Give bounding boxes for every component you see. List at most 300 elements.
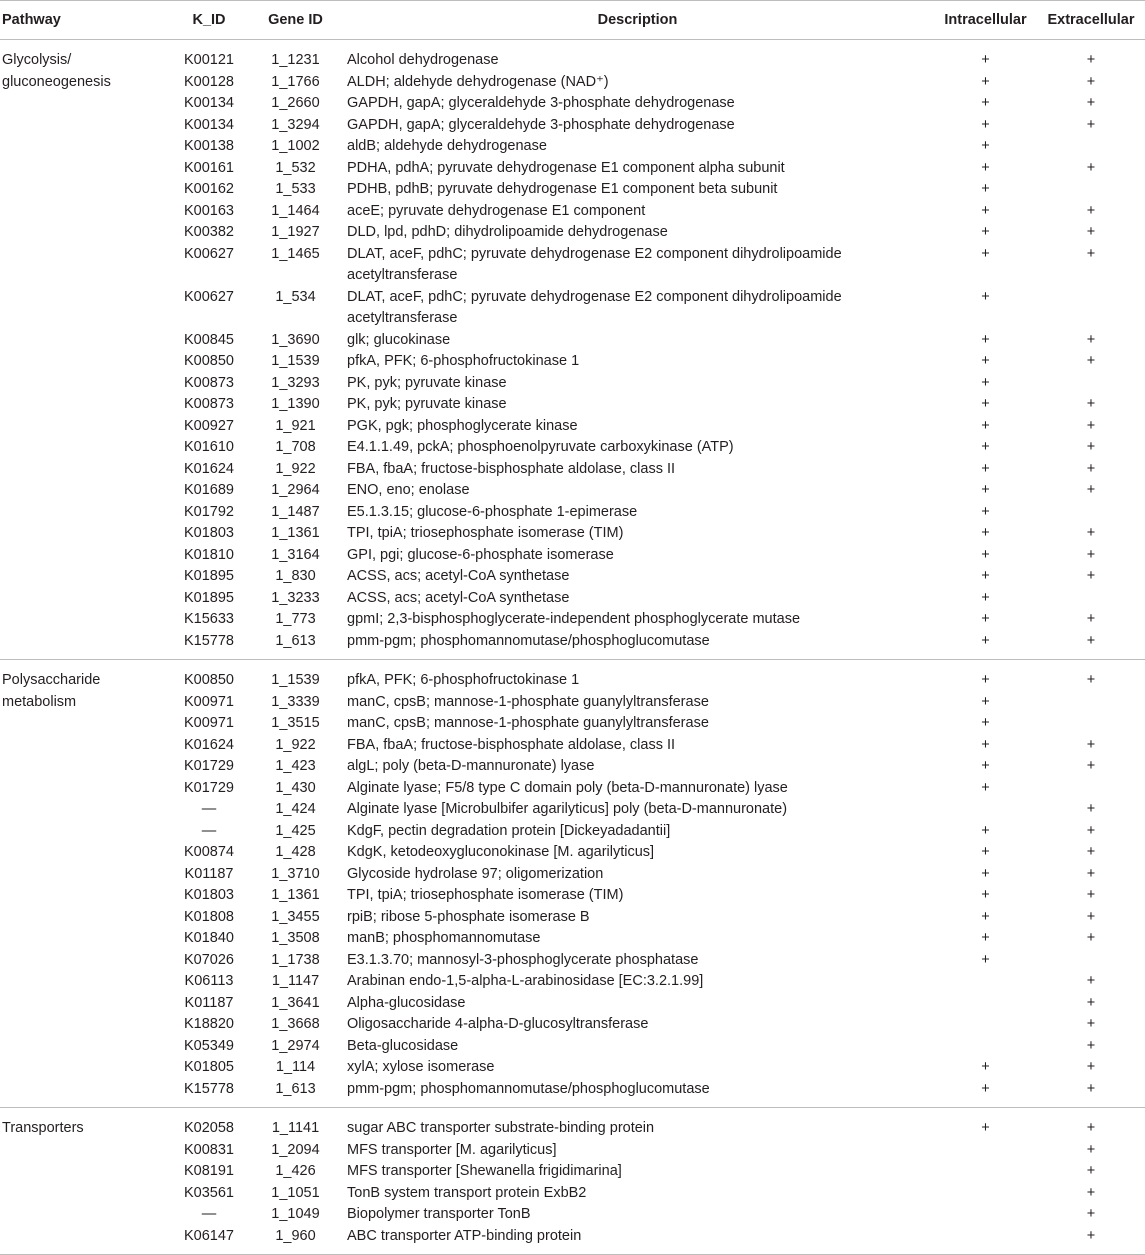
- description-cell: TPI, tpiA; triosephosphate isomerase (TIM): [347, 887, 624, 903]
- table-row: [0, 588, 1145, 610]
- gene-id-cell: 1_1231: [271, 52, 320, 68]
- pathway-cell: [0, 971, 168, 993]
- pathway-group: [0, 1108, 1145, 1255]
- intracellular-cell: +: [981, 1120, 990, 1136]
- description-cell: KdgK, ketodeoxygluconokinase [M. agarilyticus]: [347, 844, 655, 860]
- pathway-cell: [0, 799, 168, 821]
- intracellular-cell: +: [981, 95, 990, 111]
- k-id-cell: K01792: [184, 503, 234, 520]
- k-id-cell: K18820: [184, 1016, 234, 1032]
- extracellular-cell: +: [1086, 1037, 1096, 1054]
- gene-id-cell: 1_1147: [271, 973, 320, 989]
- gene-id-cell: 1_3294: [271, 116, 320, 133]
- description-cell: glk; glucokinase: [347, 331, 451, 348]
- k-id-cell: K00138: [184, 138, 234, 154]
- table-row: [0, 821, 1145, 843]
- description-cell: PGK, pgk; phosphoglycerate kinase: [347, 417, 578, 434]
- gene-id-cell: 1_3293: [271, 374, 320, 391]
- description-cell: PDHA, pdhA; pyruvate dehydrogenase E1 component alpha subunit: [347, 159, 785, 176]
- gene-id-cell: 1_1390: [271, 396, 320, 412]
- k-id-cell: K01808: [184, 908, 234, 925]
- intracellular-cell: +: [981, 758, 990, 774]
- pathway-cell: [0, 287, 168, 330]
- description-cell: DLAT, aceF, pdhC; pyruvate dehydrogenase E2 component dihydrolipoamide acetyltransferase: [347, 245, 842, 283]
- pathway-cell: [0, 459, 168, 481]
- table-row: [0, 907, 1145, 929]
- table-row: [0, 1140, 1145, 1162]
- header-pathway: Pathway: [0, 1, 168, 40]
- header-description: Description: [341, 1, 934, 40]
- extracellular-cell: +: [1086, 1141, 1096, 1158]
- intracellular-cell: +: [981, 245, 990, 262]
- extracellular-cell: [1037, 502, 1145, 524]
- k-id-cell: —: [201, 801, 217, 817]
- pathway-cell: [0, 907, 168, 929]
- k-id-cell: K00971: [184, 715, 234, 731]
- intracellular-cell: +: [981, 908, 990, 925]
- gene-id-cell: 1_3233: [271, 589, 320, 606]
- description-cell: manB; phosphomannomutase: [347, 930, 541, 946]
- gene-id-cell: 1_424: [275, 801, 316, 817]
- description-cell: sugar ABC transporter substrate-binding protein: [347, 1120, 655, 1136]
- description-cell: ACSS, acs; acetyl-CoA synthetase: [347, 589, 570, 606]
- extracellular-cell: +: [1086, 1080, 1096, 1097]
- pathway-group: [0, 660, 1145, 1108]
- pathway-cell: [0, 416, 168, 438]
- description-cell: PDHB, pdhB; pyruvate dehydrogenase E1 component beta subunit: [347, 181, 778, 197]
- extracellular-cell: +: [1086, 887, 1096, 903]
- intracellular-cell: +: [981, 546, 990, 563]
- gene-id-cell: 1_1766: [271, 73, 320, 90]
- intracellular-cell: +: [981, 224, 990, 240]
- description-cell: GAPDH, gapA; glyceraldehyde 3-phosphate dehydrogenase: [347, 95, 735, 111]
- extracellular-cell: +: [1086, 1016, 1096, 1032]
- intracellular-cell: +: [981, 181, 990, 197]
- pathway-cell: [0, 437, 168, 459]
- k-id-cell: K01895: [184, 589, 234, 606]
- k-id-cell: K06113: [184, 973, 234, 989]
- header-extracellular: Extracellular: [1037, 1, 1145, 40]
- gene-id-cell: 1_423: [275, 758, 316, 774]
- extracellular-cell: +: [1086, 95, 1096, 111]
- intracellular-cell: +: [981, 930, 990, 946]
- extracellular-cell: +: [1086, 973, 1096, 989]
- pathway-cell: [0, 330, 168, 352]
- gene-id-cell: 1_708: [275, 439, 316, 455]
- pathway-cell: [0, 842, 168, 864]
- table-row: [0, 971, 1145, 993]
- table-row: [0, 1183, 1145, 1205]
- intracellular-cell: [934, 1014, 1037, 1036]
- pathway-cell: [0, 631, 168, 660]
- k-id-cell: K08191: [184, 1163, 234, 1179]
- description-cell: KdgF, pectin degradation protein [Dickeyadadantii]: [347, 822, 671, 839]
- table-row: [0, 885, 1145, 907]
- gene-id-cell: 1_922: [275, 736, 316, 753]
- extracellular-cell: +: [1086, 930, 1096, 946]
- extracellular-cell: +: [1086, 202, 1096, 219]
- extracellular-cell: +: [1086, 865, 1096, 882]
- intracellular-cell: +: [981, 1059, 990, 1075]
- pathway-cell: [0, 480, 168, 502]
- pathway-cell: [0, 1226, 168, 1255]
- gene-id-cell: 1_1487: [271, 503, 320, 520]
- extracellular-cell: +: [1086, 822, 1096, 839]
- extracellular-cell: [1037, 778, 1145, 800]
- table-row: [0, 756, 1145, 778]
- gene-id-cell: 1_114: [275, 1059, 316, 1075]
- extracellular-cell: +: [1086, 460, 1096, 477]
- k-id-cell: K00134: [184, 116, 234, 133]
- intracellular-cell: +: [981, 73, 990, 90]
- intracellular-cell: +: [981, 116, 990, 133]
- table-row: [0, 1204, 1145, 1226]
- k-id-cell: K00873: [184, 374, 234, 391]
- table-header: [0, 1, 1145, 40]
- gene-id-cell: 1_3508: [271, 930, 320, 946]
- description-cell: Glycoside hydrolase 97; oligomerization: [347, 865, 604, 882]
- pathway-cell: [0, 244, 168, 287]
- intracellular-cell: +: [981, 482, 990, 498]
- extracellular-cell: +: [1086, 736, 1096, 753]
- description-cell: TonB system transport protein ExbB2: [347, 1184, 587, 1201]
- intracellular-cell: +: [981, 568, 990, 584]
- intracellular-cell: +: [981, 417, 990, 434]
- extracellular-cell: +: [1086, 525, 1096, 541]
- extracellular-cell: +: [1086, 224, 1096, 240]
- pathway-cell: [0, 93, 168, 115]
- table-row: [0, 502, 1145, 524]
- pathway-cell: [0, 566, 168, 588]
- intracellular-cell: +: [981, 288, 990, 305]
- gene-id-cell: 1_1141: [271, 1120, 320, 1136]
- table-row: [0, 287, 1145, 330]
- gene-id-cell: 1_3690: [271, 331, 320, 348]
- table-row: [0, 416, 1145, 438]
- gene-id-cell: 1_3668: [271, 1016, 320, 1032]
- intracellular-cell: +: [981, 138, 990, 154]
- gene-id-cell: 1_425: [275, 822, 316, 839]
- description-cell: manC, cpsB; mannose-1-phosphate guanylyltransferase: [347, 693, 709, 710]
- pathway-cell: [0, 201, 168, 223]
- pathway-cell: [0, 158, 168, 180]
- table-row: [0, 222, 1145, 244]
- k-id-cell: K01840: [184, 930, 234, 946]
- intracellular-cell: [934, 993, 1037, 1015]
- k-id-cell: K07026: [184, 951, 234, 968]
- k-id-cell: K00162: [184, 181, 234, 197]
- description-cell: DLD, lpd, pdhD; dihydrolipoamide dehydrogenase: [347, 224, 668, 240]
- intracellular-cell: +: [981, 844, 990, 860]
- pathway-cell: [0, 1014, 168, 1036]
- gene-id-cell: 1_1738: [271, 951, 320, 968]
- table-row: [0, 1108, 1145, 1140]
- k-id-cell: K00850: [184, 353, 234, 369]
- gene-id-cell: 1_960: [275, 1227, 316, 1244]
- k-id-cell: K01187: [184, 865, 234, 882]
- table-row: [0, 842, 1145, 864]
- k-id-cell: K00874: [184, 844, 234, 860]
- description-cell: Beta-glucosidase: [347, 1037, 459, 1054]
- k-id-cell: K00927: [184, 417, 234, 434]
- table-row: [0, 950, 1145, 972]
- description-cell: Alcohol dehydrogenase: [347, 52, 499, 68]
- extracellular-cell: +: [1086, 994, 1096, 1011]
- intracellular-cell: +: [981, 672, 990, 688]
- description-cell: algL; poly (beta-D-mannuronate) lyase: [347, 758, 595, 774]
- gene-id-cell: 1_3164: [271, 546, 320, 563]
- intracellular-cell: +: [981, 951, 990, 968]
- extracellular-cell: +: [1086, 1227, 1096, 1244]
- extracellular-cell: +: [1086, 52, 1096, 68]
- table-row: [0, 735, 1145, 757]
- pathway-cell: [0, 735, 168, 757]
- table-row: [0, 993, 1145, 1015]
- description-cell: ENO, eno; enolase: [347, 482, 470, 498]
- table-row: [0, 799, 1145, 821]
- gene-id-cell: 1_3641: [271, 994, 320, 1011]
- table-row: [0, 459, 1145, 481]
- description-cell: Alpha-glucosidase: [347, 994, 466, 1011]
- intracellular-cell: [934, 971, 1037, 993]
- intracellular-cell: [934, 1226, 1037, 1255]
- k-id-cell: K00971: [184, 693, 234, 710]
- pathway-cell: [0, 713, 168, 735]
- description-cell: PK, pyk; pyruvate kinase: [347, 374, 507, 391]
- table-row: [0, 244, 1145, 287]
- extracellular-cell: +: [1086, 1120, 1096, 1136]
- extracellular-cell: [1037, 287, 1145, 330]
- description-cell: Biopolymer transporter TonB: [347, 1206, 531, 1222]
- description-cell: pmm-pgm; phosphomannomutase/phosphoglucomutase: [347, 632, 710, 649]
- extracellular-cell: [1037, 179, 1145, 201]
- table-row: [0, 660, 1145, 692]
- pathway-cell: [0, 1079, 168, 1108]
- description-cell: aceE; pyruvate dehydrogenase E1 component: [347, 202, 646, 219]
- gene-id-cell: 1_1465: [271, 245, 320, 262]
- gene-id-cell: 1_426: [275, 1163, 316, 1179]
- k-id-cell: K00873: [184, 396, 234, 412]
- table-row: [0, 330, 1145, 352]
- extracellular-cell: +: [1086, 116, 1096, 133]
- k-id-cell: K00161: [184, 159, 234, 176]
- table-row: [0, 523, 1145, 545]
- table-row: [0, 609, 1145, 631]
- k-id-cell: K15633: [184, 611, 234, 627]
- gene-id-cell: 1_830: [275, 568, 316, 584]
- gene-id-cell: 1_2660: [271, 95, 320, 111]
- extracellular-cell: +: [1086, 632, 1096, 649]
- extracellular-cell: +: [1086, 1184, 1096, 1201]
- gene-id-cell: 1_922: [275, 460, 316, 477]
- pathway-cell: Polysaccharide: [2, 672, 101, 688]
- extracellular-cell: [1037, 950, 1145, 972]
- description-cell: FBA, fbaA; fructose-bisphosphate aldolase, class II: [347, 460, 676, 477]
- intracellular-cell: +: [981, 611, 990, 627]
- table-row: [0, 631, 1145, 660]
- pathway-group: [0, 40, 1145, 660]
- k-id-cell: K01610: [184, 439, 234, 455]
- k-id-cell: K00831: [184, 1141, 234, 1158]
- extracellular-cell: +: [1086, 672, 1096, 688]
- k-id-cell: K01187: [184, 994, 234, 1011]
- extracellular-cell: +: [1086, 159, 1096, 176]
- gene-id-cell: 1_1927: [271, 224, 320, 240]
- description-cell: rpiB; ribose 5-phosphate isomerase B: [347, 908, 590, 925]
- description-cell: manC, cpsB; mannose-1-phosphate guanylyltransferase: [347, 715, 709, 731]
- pathway-cell: [0, 351, 168, 373]
- extracellular-cell: +: [1086, 417, 1096, 434]
- table-row: [0, 351, 1145, 373]
- intracellular-cell: +: [981, 779, 990, 796]
- extracellular-cell: +: [1086, 908, 1096, 925]
- k-id-cell: K02058: [184, 1120, 234, 1136]
- intracellular-cell: +: [981, 865, 990, 882]
- extracellular-cell: +: [1086, 1163, 1096, 1179]
- intracellular-cell: +: [981, 736, 990, 753]
- gene-id-cell: 1_1539: [271, 672, 320, 688]
- pathway-cell: [0, 588, 168, 610]
- gene-id-cell: 1_430: [275, 779, 316, 796]
- extracellular-cell: +: [1086, 801, 1096, 817]
- gene-id-cell: 1_2974: [271, 1037, 320, 1054]
- pathway-cell: [0, 502, 168, 524]
- extracellular-cell: +: [1086, 1059, 1096, 1075]
- gene-id-cell: 1_1051: [271, 1184, 320, 1201]
- description-cell: MFS transporter [M. agarilyticus]: [347, 1141, 557, 1158]
- table-row: [0, 179, 1145, 201]
- table-row: [0, 437, 1145, 459]
- intracellular-cell: +: [981, 887, 990, 903]
- pathway-cell: [0, 1140, 168, 1162]
- extracellular-cell: +: [1086, 844, 1096, 860]
- gene-id-cell: 1_532: [275, 159, 316, 176]
- pathway-cell: [0, 756, 168, 778]
- description-cell: pmm-pgm; phosphomannomutase/phosphoglucomutase: [347, 1080, 710, 1097]
- extracellular-cell: +: [1086, 439, 1096, 455]
- k-id-cell: K03561: [184, 1184, 234, 1201]
- k-id-cell: K01729: [184, 779, 234, 796]
- table-row: [0, 692, 1145, 714]
- intracellular-cell: [934, 1140, 1037, 1162]
- extracellular-cell: [1037, 588, 1145, 610]
- intracellular-cell: [934, 1183, 1037, 1205]
- table-row: [0, 93, 1145, 115]
- extracellular-cell: +: [1086, 353, 1096, 369]
- description-cell: xylA; xylose isomerase: [347, 1059, 495, 1075]
- k-id-cell: K00627: [184, 245, 234, 262]
- gene-id-cell: 1_773: [275, 611, 316, 627]
- intracellular-cell: +: [981, 693, 990, 710]
- intracellular-cell: +: [981, 396, 990, 412]
- gene-id-cell: 1_1361: [271, 887, 320, 903]
- k-id-cell: K00134: [184, 95, 234, 111]
- extracellular-cell: +: [1086, 1206, 1096, 1222]
- k-id-cell: K00121: [184, 52, 234, 68]
- table-row: [0, 778, 1145, 800]
- intracellular-cell: [934, 1204, 1037, 1226]
- gene-id-cell: 1_3339: [271, 693, 320, 710]
- table-row: [0, 115, 1145, 137]
- gene-id-cell: 1_1539: [271, 353, 320, 369]
- extracellular-cell: +: [1086, 758, 1096, 774]
- extracellular-cell: [1037, 692, 1145, 714]
- description-cell: ALDH; aldehyde dehydrogenase (NAD⁺): [347, 73, 609, 90]
- intracellular-cell: [934, 1161, 1037, 1183]
- intracellular-cell: +: [981, 1080, 990, 1097]
- pathway-cell: Transporters: [2, 1120, 84, 1136]
- extracellular-cell: +: [1086, 331, 1096, 348]
- intracellular-cell: [934, 1036, 1037, 1058]
- intracellular-cell: +: [981, 589, 990, 606]
- extracellular-cell: +: [1086, 396, 1096, 412]
- description-cell: pfkA, PFK; 6-phosphofructokinase 1: [347, 672, 580, 688]
- description-cell: TPI, tpiA; triosephosphate isomerase (TIM): [347, 525, 624, 541]
- pathway-cell: [0, 394, 168, 416]
- intracellular-cell: +: [981, 632, 990, 649]
- intracellular-cell: +: [981, 159, 990, 176]
- description-cell: FBA, fbaA; fructose-bisphosphate aldolase, class II: [347, 736, 676, 753]
- description-cell: Alginate lyase [Microbulbifer agarilyticus] poly (beta-D-mannuronate): [347, 801, 788, 817]
- header-row: [0, 1, 1145, 40]
- pathway-cell: [0, 778, 168, 800]
- pathway-cell: [0, 864, 168, 886]
- extracellular-cell: [1037, 136, 1145, 158]
- gene-id-cell: 1_2964: [271, 482, 320, 498]
- extracellular-cell: +: [1086, 546, 1096, 563]
- pathway-cell: [0, 115, 168, 137]
- gene-id-cell: 1_1002: [271, 138, 320, 154]
- k-id-cell: K01895: [184, 568, 234, 584]
- description-cell: gpmI; 2,3-bisphosphoglycerate-independent phosphoglycerate mutase: [347, 611, 801, 627]
- pathway-cell: [0, 885, 168, 907]
- pathway-cell: [0, 179, 168, 201]
- description-cell: MFS transporter [Shewanella frigidimarina]: [347, 1163, 622, 1179]
- intracellular-cell: +: [981, 525, 990, 541]
- pathway-cell: [0, 1204, 168, 1226]
- table-row: [0, 1036, 1145, 1058]
- description-cell: Oligosaccharide 4-alpha-D-glucosyltransferase: [347, 1016, 649, 1032]
- table-row: [0, 1057, 1145, 1079]
- k-id-cell: K00845: [184, 331, 234, 348]
- pathway-cell: [0, 222, 168, 244]
- gene-id-cell: 1_1361: [271, 525, 320, 541]
- pathway-cell: [0, 1036, 168, 1058]
- description-cell: PK, pyk; pyruvate kinase: [347, 396, 507, 412]
- table-row: [0, 566, 1145, 588]
- k-id-cell: K01805: [184, 1059, 234, 1075]
- pathway-cell: [0, 136, 168, 158]
- pathway-cell: [0, 928, 168, 950]
- k-id-cell: K00128: [184, 73, 234, 90]
- extracellular-cell: +: [1086, 73, 1096, 90]
- k-id-cell: K01689: [184, 482, 234, 498]
- intracellular-cell: +: [981, 374, 990, 391]
- intracellular-cell: [934, 799, 1037, 821]
- header-gene-id: Gene ID: [250, 1, 341, 40]
- intracellular-cell: +: [981, 503, 990, 520]
- k-id-cell: K01803: [184, 525, 234, 541]
- header-k-id: K_ID: [168, 1, 250, 40]
- gene-id-cell: 1_1049: [271, 1206, 320, 1222]
- intracellular-cell: +: [981, 822, 990, 839]
- description-cell: GAPDH, gapA; glyceraldehyde 3-phosphate dehydrogenase: [347, 116, 735, 133]
- intracellular-cell: +: [981, 331, 990, 348]
- pathway-cell: [0, 993, 168, 1015]
- pathway-cell: [0, 821, 168, 843]
- k-id-cell: K01624: [184, 736, 234, 753]
- k-id-cell: K00627: [184, 288, 234, 305]
